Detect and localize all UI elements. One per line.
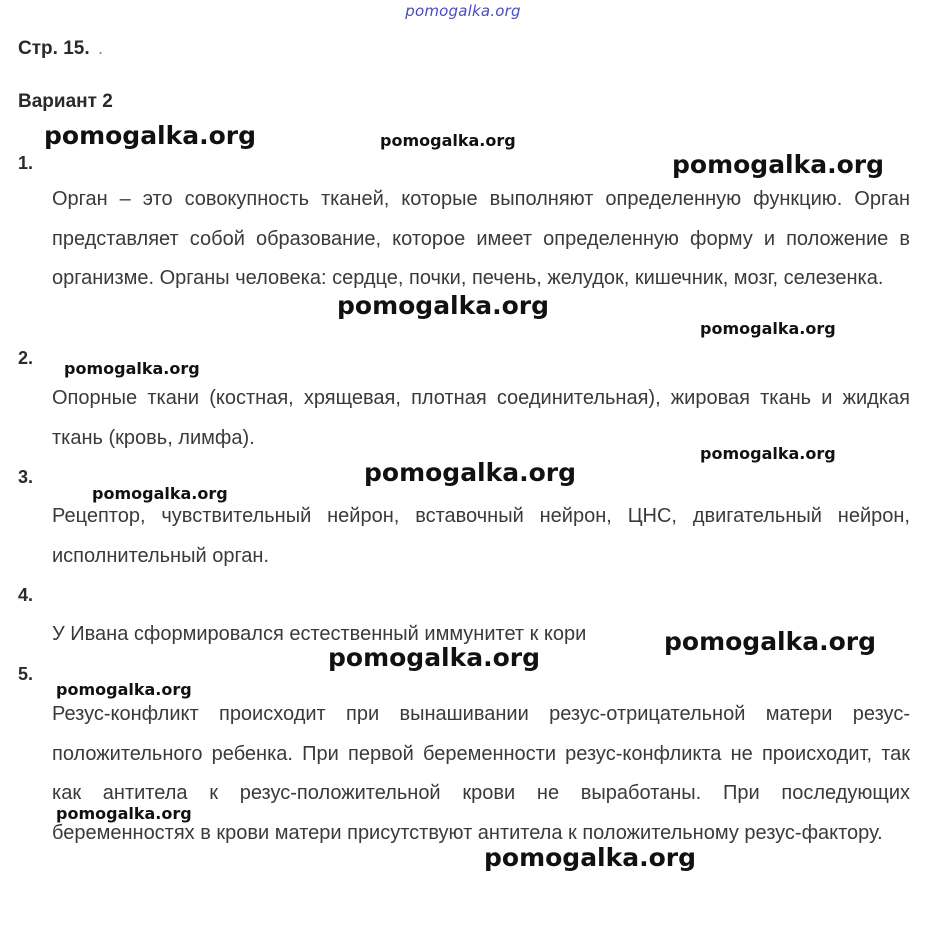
item-4-number: 4. [18, 585, 34, 605]
watermark: pomogalka.org [364, 458, 577, 487]
watermark: pomogalka.org [700, 319, 836, 338]
page-heading [18, 38, 102, 60]
page-heading-text: Стр. 15. [18, 38, 90, 59]
watermark: pomogalka.org [92, 484, 228, 503]
watermark: pomogalka.org [56, 680, 192, 699]
top-watermark: pomogalka.org [405, 2, 521, 20]
watermark: pomogalka.org [44, 121, 257, 150]
watermark: pomogalka.org [672, 150, 885, 179]
watermark: pomogalka.org [337, 291, 550, 320]
item-2-text: Опорные ткани (костная, хрящевая, плотная соединительная), жировая ткань и жидкая ткань (кровь, лимфа). [52, 387, 910, 449]
watermark: pomogalka.org [664, 627, 877, 656]
watermark: pomogalka.org [56, 804, 192, 823]
item-5-text: Резус-конфликт происходит при вынашивании резус-отрицательной матери резус-положительного ребенка. При первой беременности резус-конфликта не происходит, так как антитела к резус-положительной крови не выработаны. При последующих беременностях в крови матери присутствуют антитела к положительному резус-фактору. [52, 703, 910, 844]
item-3-number: 3. [18, 467, 34, 487]
watermark: pomogalka.org [380, 131, 516, 150]
watermark: pomogalka.org [484, 843, 697, 872]
item-2-number: 2. [18, 348, 34, 368]
variant-heading: Вариант 2 [18, 91, 113, 112]
watermark: pomogalka.org [328, 643, 541, 672]
item-5-number: 5. [18, 664, 34, 684]
item-1-text: Орган – это совокупность тканей, которые выполняют определенную функцию. Орган представляет собой образование, которое имеет определенную форму и положение в организме. Органы человека: сердце, почки, печень, желудок, кишечник, мозг, селезенка. [52, 188, 910, 289]
item-1-number: 1. [18, 153, 34, 173]
item-3-text: Рецептор, чувствительный нейрон, вставочный нейрон, ЦНС, двигательный нейрон, исполнительный орган. [52, 505, 910, 567]
watermark: pomogalka.org [64, 359, 200, 378]
watermark: pomogalka.org [700, 444, 836, 463]
item-4-text: У Ивана сформировался естественный иммунитет к кори [52, 623, 587, 645]
page-heading-mark: . [98, 43, 103, 57]
